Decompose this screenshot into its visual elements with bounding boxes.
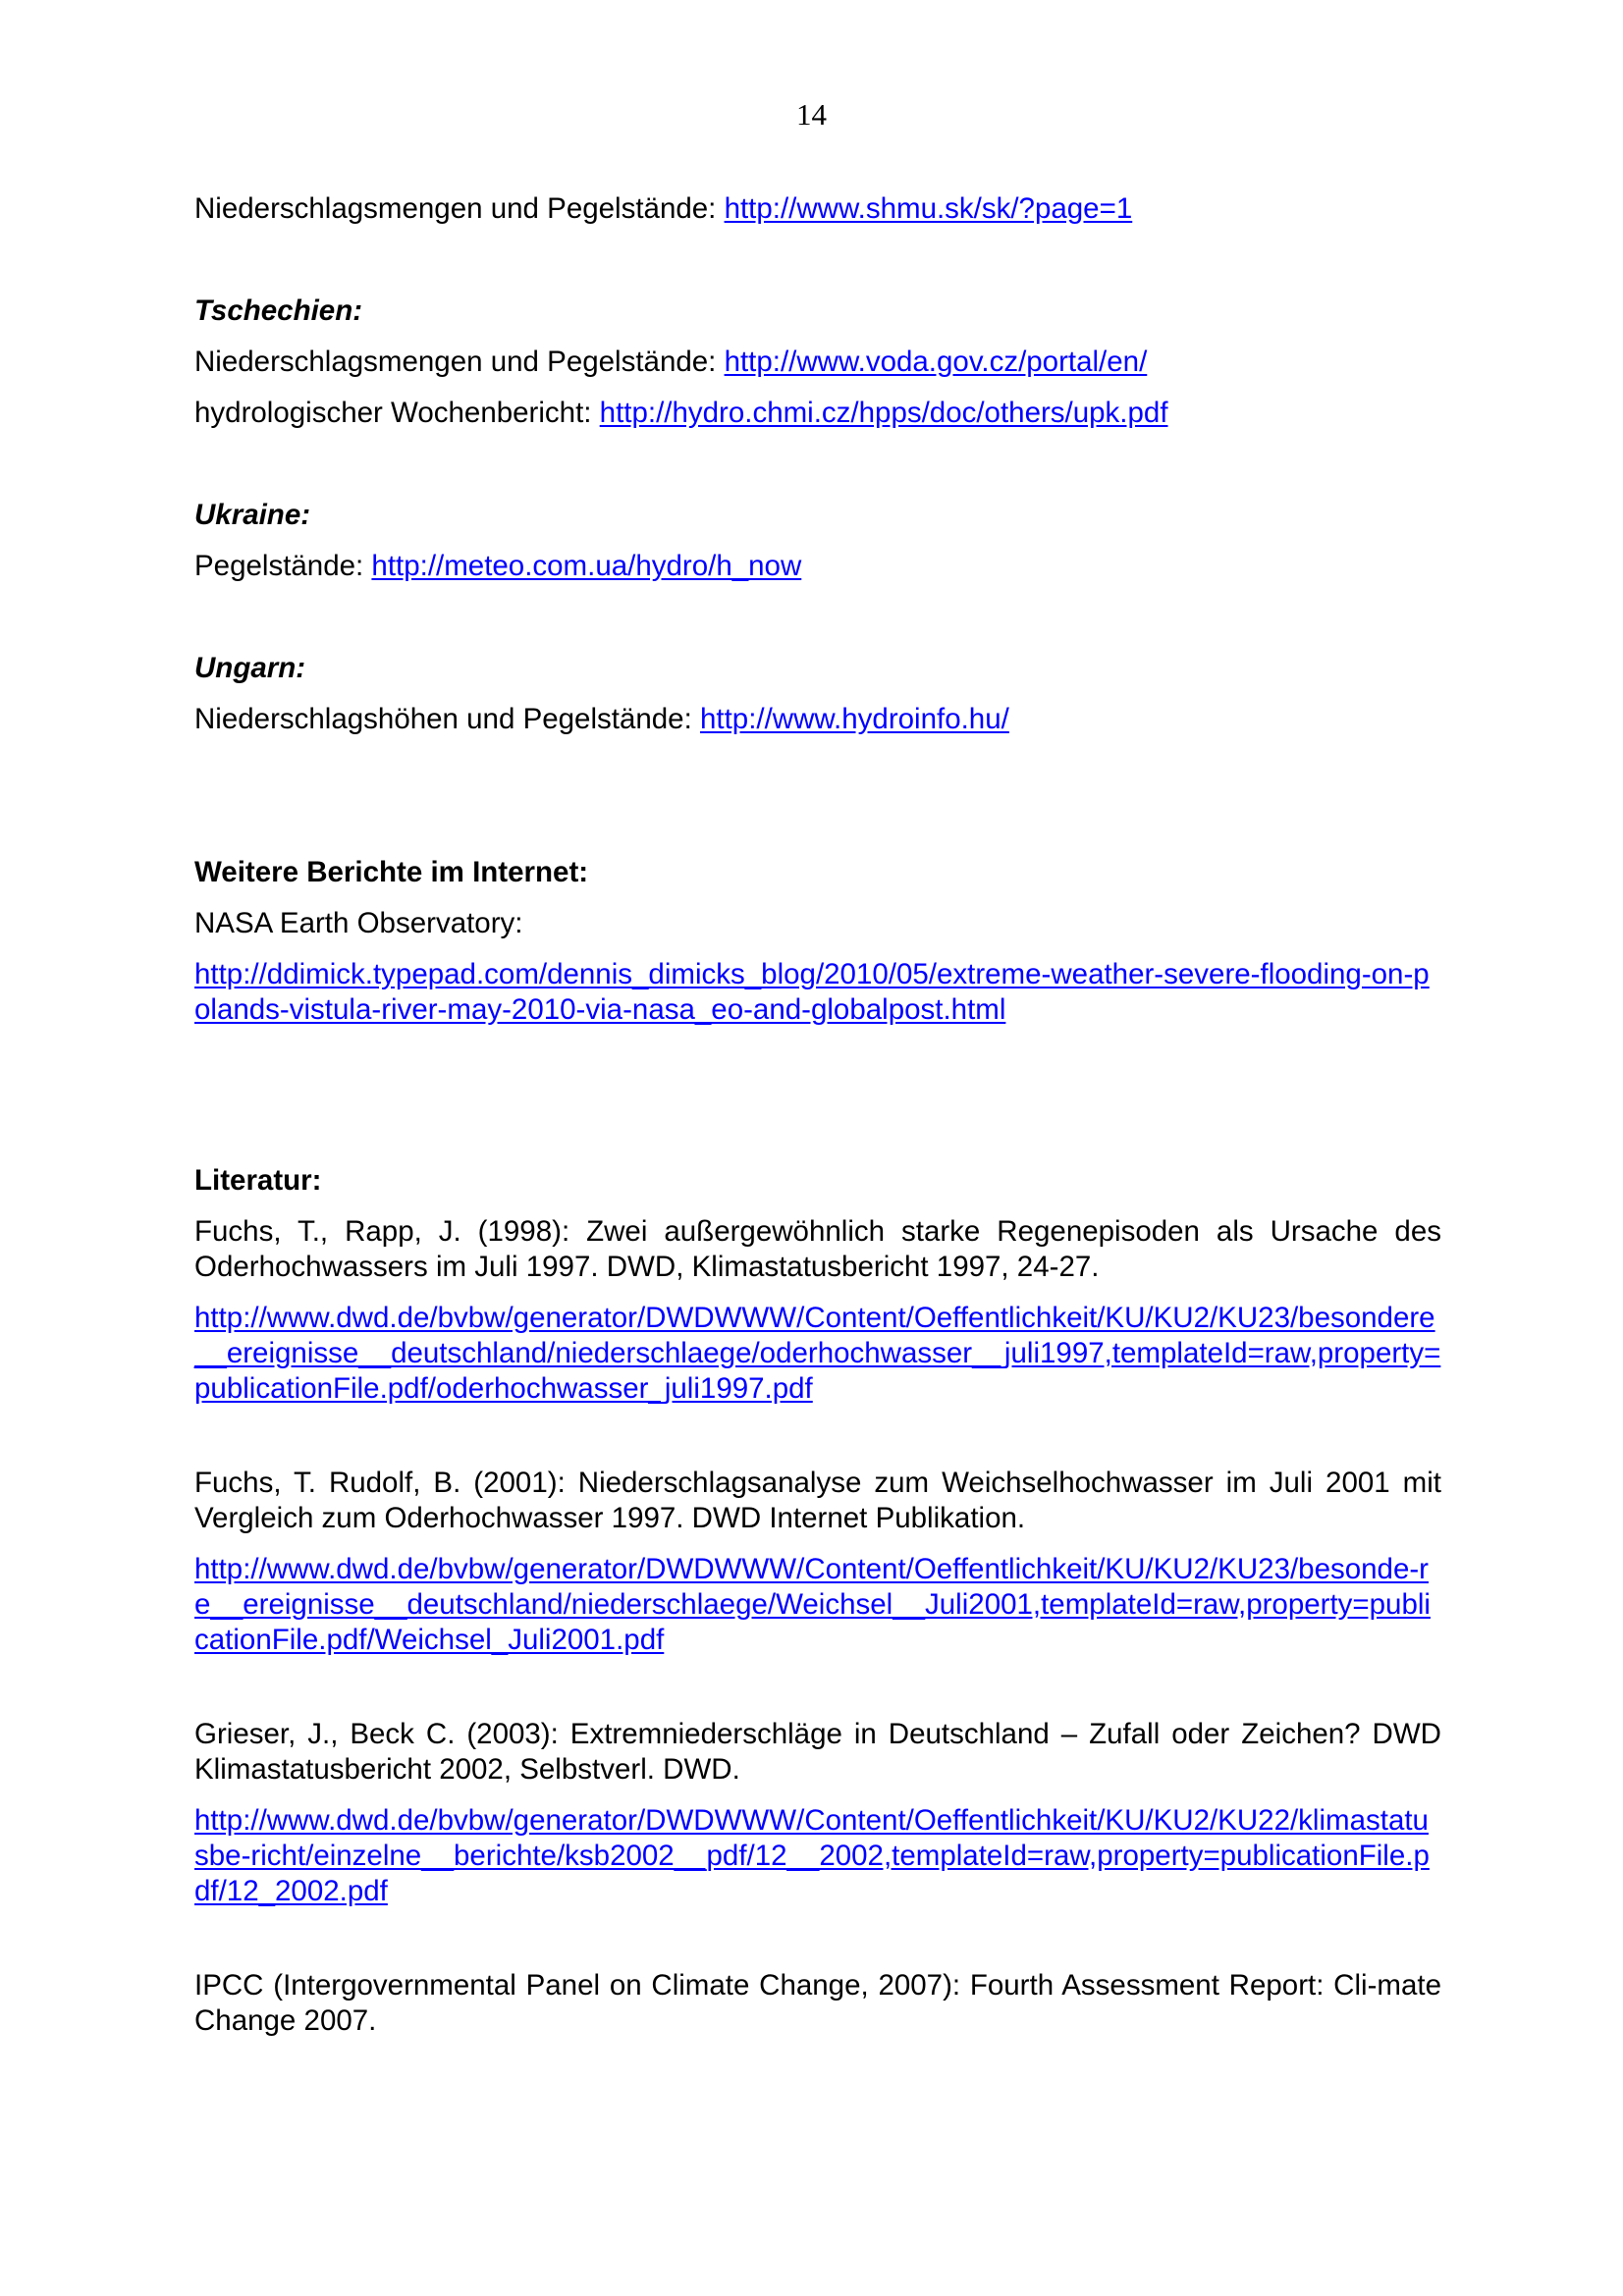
ungarn-label-1: Niederschlagshöhen und Pegelstände: [194,703,700,735]
top-line-label: Niederschlagsmengen und Pegelstände: [194,192,725,225]
document-body [194,191,1441,2039]
hydroinfo-link[interactable]: http://www.hydroinfo.hu/ [699,703,1009,735]
reference-text: Fuchs, T. Rudolf, B. (2001): Niederschlagsanalyse zum Weichselhochwasser im Juli 2001 mit Vergleich zum Oderhochwasser 1997. DWD Internet Publikation. [194,1467,1441,1534]
tschechien-label-2: hydrologischer Wochenbericht: [194,397,600,429]
nasa-label: NASA Earth Observatory: [194,907,523,939]
reference-item [194,1717,1441,1909]
tschechien-label-1: Niederschlagsmengen und Pegelstände: [194,346,725,378]
country-heading-ukraine: Ukraine: [194,499,311,531]
reference-item [194,1968,1441,2039]
weitere-heading: Weitere Berichte im Internet: [194,856,589,888]
meteo-link[interactable]: http://meteo.com.ua/hydro/h_now [371,550,802,582]
tschechien-line-1 [194,345,1441,380]
chmi-link[interactable]: http://hydro.chmi.cz/hpps/doc/others/upk.pdf [599,397,1168,429]
reference-text: Fuchs, T., Rapp, J. (1998): Zwei außergewöhnlich starke Regenepisoden als Ursache des Oderhochwassers im Juli 1997. DWD, Klimastatusbericht 1997, 24-27. [194,1215,1441,1283]
shmu-link[interactable]: http://www.shmu.sk/sk/?page=1 [724,192,1133,225]
country-heading-tschechien: Tschechien: [194,294,363,327]
nasa-link[interactable]: http://ddimick.typepad.com/dennis_dimicks_blog/2010/05/extreme-weather-severe-flooding-on-polands-vistula-river-may-2010-via-nasa_eo-and-globalpost.html [194,958,1430,1026]
nasa-url-block [194,957,1441,1028]
ungarn-line-1 [194,702,1441,737]
reference-url-block [194,1552,1441,1658]
reference-item [194,1466,1441,1658]
voda-link[interactable]: http://www.voda.gov.cz/portal/en/ [724,346,1148,378]
reference-link[interactable]: http://www.dwd.de/bvbw/generator/DWDWWW/Content/Oeffentlichkeit/KU/KU2/KU22/klimastatusbe-richt/einzelne__berichte/ksb2002__pdf/12__2002,templateId=raw,property=publicationFile.pdf/12_2002.pdf [194,1804,1430,1907]
reference-text: IPCC (Intergovernmental Panel on Climate Change, 2007): Fourth Assessment Report: Cli-mate Change 2007. [194,1969,1441,2037]
reference-item [194,1214,1441,1407]
reference-link[interactable]: http://www.dwd.de/bvbw/generator/DWDWWW/Content/Oeffentlichkeit/KU/KU2/KU23/besondere__ereignisse__deutschland/niederschlaege/oderhochwasser__juli1997,templateId=raw,property=publicationFile.pdf/oderhochwasser_juli1997.pdf [194,1302,1441,1405]
reference-link[interactable]: http://www.dwd.de/bvbw/generator/DWDWWW/Content/Oeffentlichkeit/KU/KU2/KU23/besonde-re__ereignisse__deutschland/niederschlaege/Weichsel__Juli2001,templateId=raw,property=publicationFile.pdf/Weichsel_Juli2001.pdf [194,1553,1431,1656]
top-line [194,191,1441,227]
country-heading-ungarn: Ungarn: [194,652,306,684]
literatur-heading: Literatur: [194,1164,322,1197]
reference-text: Grieser, J., Beck C. (2003): Extremniederschläge in Deutschland – Zufall oder Zeichen? DWD Klimastatusbericht 2002, Selbstverl. DWD. [194,1718,1441,1786]
reference-url-block [194,1803,1441,1909]
ukraine-label-1: Pegelstände: [194,550,372,582]
reference-url-block [194,1301,1441,1407]
ukraine-line-1 [194,549,1441,584]
tschechien-line-2 [194,396,1441,431]
page-number: 14 [796,97,827,132]
